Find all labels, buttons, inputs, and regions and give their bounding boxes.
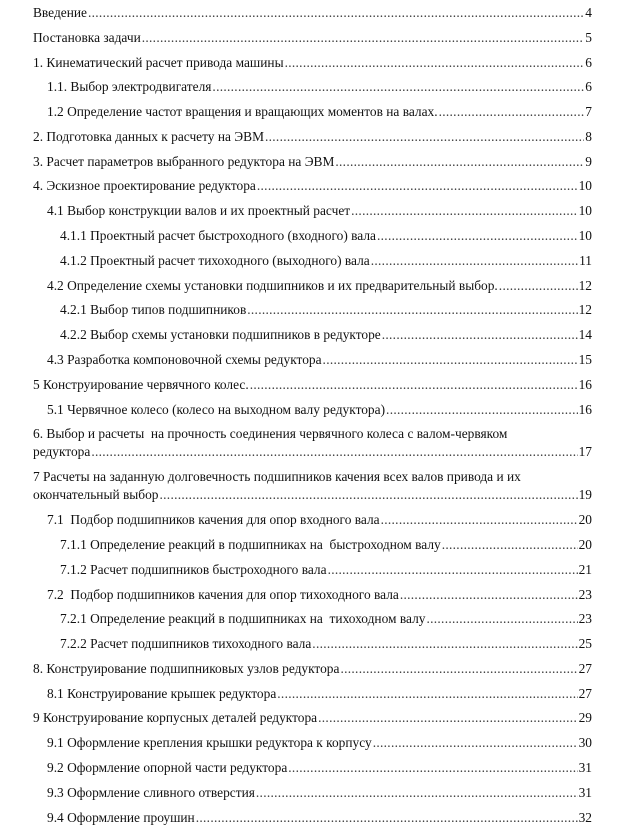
toc-page-number: 27 (578, 660, 592, 676)
dot-leader (142, 29, 585, 47)
toc-entry-title: 7.2 Подбор подшипников качения для опор тихоходного вала (47, 586, 399, 602)
dot-leader (250, 376, 578, 394)
toc-page-number: 10 (578, 203, 592, 219)
toc-page-number: 7 (585, 104, 592, 120)
toc-page-number: 16 (578, 376, 592, 392)
toc-page-number: 19 (578, 487, 592, 503)
toc-entry-title: 1. Кинематический расчет привода машины (33, 54, 284, 70)
dot-leader (288, 759, 577, 777)
toc-page-number: 23 (578, 586, 592, 602)
dot-leader (257, 177, 578, 195)
toc-entry[interactable] (33, 202, 592, 220)
toc-page-number: 29 (578, 710, 592, 726)
dot-leader (439, 103, 585, 121)
dot-leader (91, 443, 577, 461)
toc-entry-title: 5 Конструирование червячного колес. (33, 376, 249, 392)
toc-entry-title: 7.1.1 Определение реакций в подшипниках на быстроходном валу (60, 537, 441, 552)
dot-leader (335, 153, 584, 171)
toc-entry-title: Постановка задачи (33, 29, 141, 45)
toc-entry-title: 4.2.2 Выбор схемы установки подшипников в редукторе (60, 327, 381, 343)
toc-page-number: 15 (578, 351, 592, 367)
toc-page-number: 31 (578, 784, 592, 800)
dot-leader (277, 685, 577, 703)
dot-leader (328, 561, 578, 579)
toc-entry-title: 9.1 Оформление крепления крышки редуктора к корпусу (47, 735, 372, 751)
toc-page-number: 14 (578, 327, 592, 343)
toc-entry-title: 2. Подготовка данных к расчету на ЭВМ (33, 128, 264, 144)
toc-page-number: 16 (578, 401, 592, 417)
toc-entry[interactable] (33, 561, 592, 579)
dot-leader (312, 635, 577, 653)
toc-entry[interactable] (33, 54, 592, 72)
toc-entry[interactable] (33, 227, 592, 245)
toc-entry[interactable] (33, 301, 592, 319)
dot-leader (426, 610, 577, 628)
toc-page-number: 20 (578, 512, 592, 528)
toc-entry[interactable] (33, 610, 592, 628)
dot-leader (247, 301, 577, 319)
toc-page-number: 23 (578, 611, 592, 627)
dot-leader (400, 586, 578, 604)
dot-leader (265, 128, 584, 146)
toc-entry-title: 7.1.2 Расчет подшипников быстроходного вала (60, 561, 327, 577)
toc-entry[interactable] (33, 759, 592, 777)
toc-entry[interactable] (33, 326, 592, 344)
toc-entry[interactable] (33, 153, 592, 171)
toc-entry-title: Введение (33, 5, 87, 20)
toc-entry[interactable] (33, 425, 592, 461)
dot-leader (318, 709, 577, 727)
toc-entry[interactable] (33, 78, 592, 96)
toc-page-number: 11 (579, 252, 592, 268)
toc-page-number: 4 (585, 5, 592, 20)
toc-entry[interactable] (33, 277, 592, 295)
toc-entry-title: 9.3 Оформление сливного отверстия (47, 784, 255, 800)
toc-entry-title: 4.1 Выбор конструкции валов и их проектный расчет (47, 203, 351, 219)
toc-entry-title: 5.1 Червячное колесо (колесо на выходном валу редуктора) (47, 401, 386, 417)
toc-entry-title: 4. Эскизное проектирование редуктора (33, 178, 256, 194)
toc-entry[interactable] (33, 660, 592, 678)
toc-entry[interactable] (33, 401, 592, 419)
dot-leader (285, 54, 585, 72)
toc-entry-title: 4.2.1 Выбор типов подшипников (60, 302, 247, 318)
toc-page-number: 6 (585, 54, 592, 70)
toc-entry[interactable] (33, 635, 592, 653)
toc-entry[interactable] (33, 511, 592, 529)
dot-leader (160, 486, 578, 504)
toc-entry[interactable] (33, 4, 592, 22)
toc-entry-title: окончательный выбор (33, 487, 159, 503)
dot-leader (386, 401, 578, 419)
toc-page-number: 10 (578, 178, 592, 194)
toc-entry[interactable] (33, 784, 592, 802)
toc-entry[interactable] (33, 536, 592, 554)
toc-page-number: 10 (578, 228, 592, 244)
toc-page-number: 8 (585, 128, 592, 144)
toc-page-number: 30 (578, 735, 592, 751)
toc-entry-title: 1.1. Выбор электродвигателя (47, 79, 212, 95)
toc-entry[interactable] (33, 685, 592, 703)
toc-entry[interactable] (33, 351, 592, 369)
dot-leader (499, 277, 578, 295)
toc-entry[interactable] (33, 29, 592, 47)
dot-leader (340, 660, 577, 678)
toc-entry-title: 7 Расчеты на заданную долговечность подшипников качения всех валов привода и их (33, 469, 521, 485)
toc-page-number: 9 (585, 153, 592, 169)
toc-entry-title: 7.2.2 Расчет подшипников тихоходного вала (60, 636, 312, 652)
toc-entry-title: 7.2.1 Определение реакций в подшипниках на тихоходном валу (60, 611, 426, 627)
toc-entry[interactable] (33, 252, 592, 270)
toc-entry-title: 7.1 Подбор подшипников качения для опор входного вала (47, 512, 380, 528)
toc-entry[interactable] (33, 376, 592, 394)
dot-leader (371, 252, 578, 270)
dot-leader (377, 227, 578, 245)
toc-entry-title: 4.1.2 Проектный расчет тихоходного (выходного) вала (60, 252, 370, 268)
toc-page-number: 25 (578, 636, 592, 652)
toc-entry[interactable] (33, 468, 592, 504)
toc-page-number: 12 (578, 302, 592, 318)
dot-leader (381, 511, 578, 529)
toc-entry[interactable] (33, 586, 592, 604)
toc-entry[interactable] (33, 128, 592, 146)
toc-page-number: 32 (578, 809, 592, 825)
toc-entry-title: 8. Конструирование подшипниковых узлов редуктора (33, 660, 340, 676)
toc-page-number: 27 (578, 685, 592, 701)
toc-page-number: 21 (578, 561, 592, 577)
dot-leader (196, 809, 578, 827)
toc-entry-title: 4.1.1 Проектный расчет быстроходного (входного) вала (60, 228, 376, 244)
toc-page-number: 12 (578, 277, 592, 293)
toc-page-number: 31 (578, 760, 592, 776)
toc-entry-title: 9 Конструирование корпусных деталей редуктора (33, 710, 318, 726)
toc-page-number: 5 (585, 29, 592, 45)
dot-leader (88, 4, 584, 22)
dot-leader (382, 326, 578, 344)
table-of-contents (33, 4, 592, 833)
dot-leader (442, 536, 578, 554)
toc-entry[interactable] (33, 734, 592, 752)
dot-leader (212, 78, 584, 96)
toc-page-number: 6 (585, 79, 592, 95)
dot-leader (351, 202, 577, 220)
dot-leader (323, 351, 578, 369)
dot-leader (256, 784, 578, 802)
toc-entry[interactable] (33, 103, 592, 121)
toc-page-number: 20 (578, 537, 592, 552)
toc-entry-title: 9.2 Оформление опорной части редуктора (47, 760, 288, 776)
toc-entry[interactable] (33, 809, 592, 827)
dot-leader (373, 734, 578, 752)
toc-entry-title: 1.2 Определение частот вращения и вращающих моментов на валах. (47, 104, 438, 120)
toc-entry[interactable] (33, 177, 592, 195)
toc-entry-title: 6. Выбор и расчеты на прочность соединения червячного колеса с валом-червяком (33, 426, 508, 442)
toc-entry-title: 8.1 Конструирование крышек редуктора (47, 685, 277, 701)
toc-entry[interactable] (33, 709, 592, 727)
toc-page-number: 17 (578, 444, 592, 460)
toc-entry-title: 9.4 Оформление проушин (47, 809, 195, 825)
toc-entry-title: 4.3 Разработка компоновочной схемы редуктора (47, 351, 322, 367)
toc-entry-title: редуктора (33, 444, 91, 460)
toc-entry-title: 4.2 Определение схемы установки подшипников и их предварительный выбор. (47, 277, 498, 293)
toc-entry-title: 3. Расчет параметров выбранного редуктора на ЭВМ (33, 153, 335, 169)
